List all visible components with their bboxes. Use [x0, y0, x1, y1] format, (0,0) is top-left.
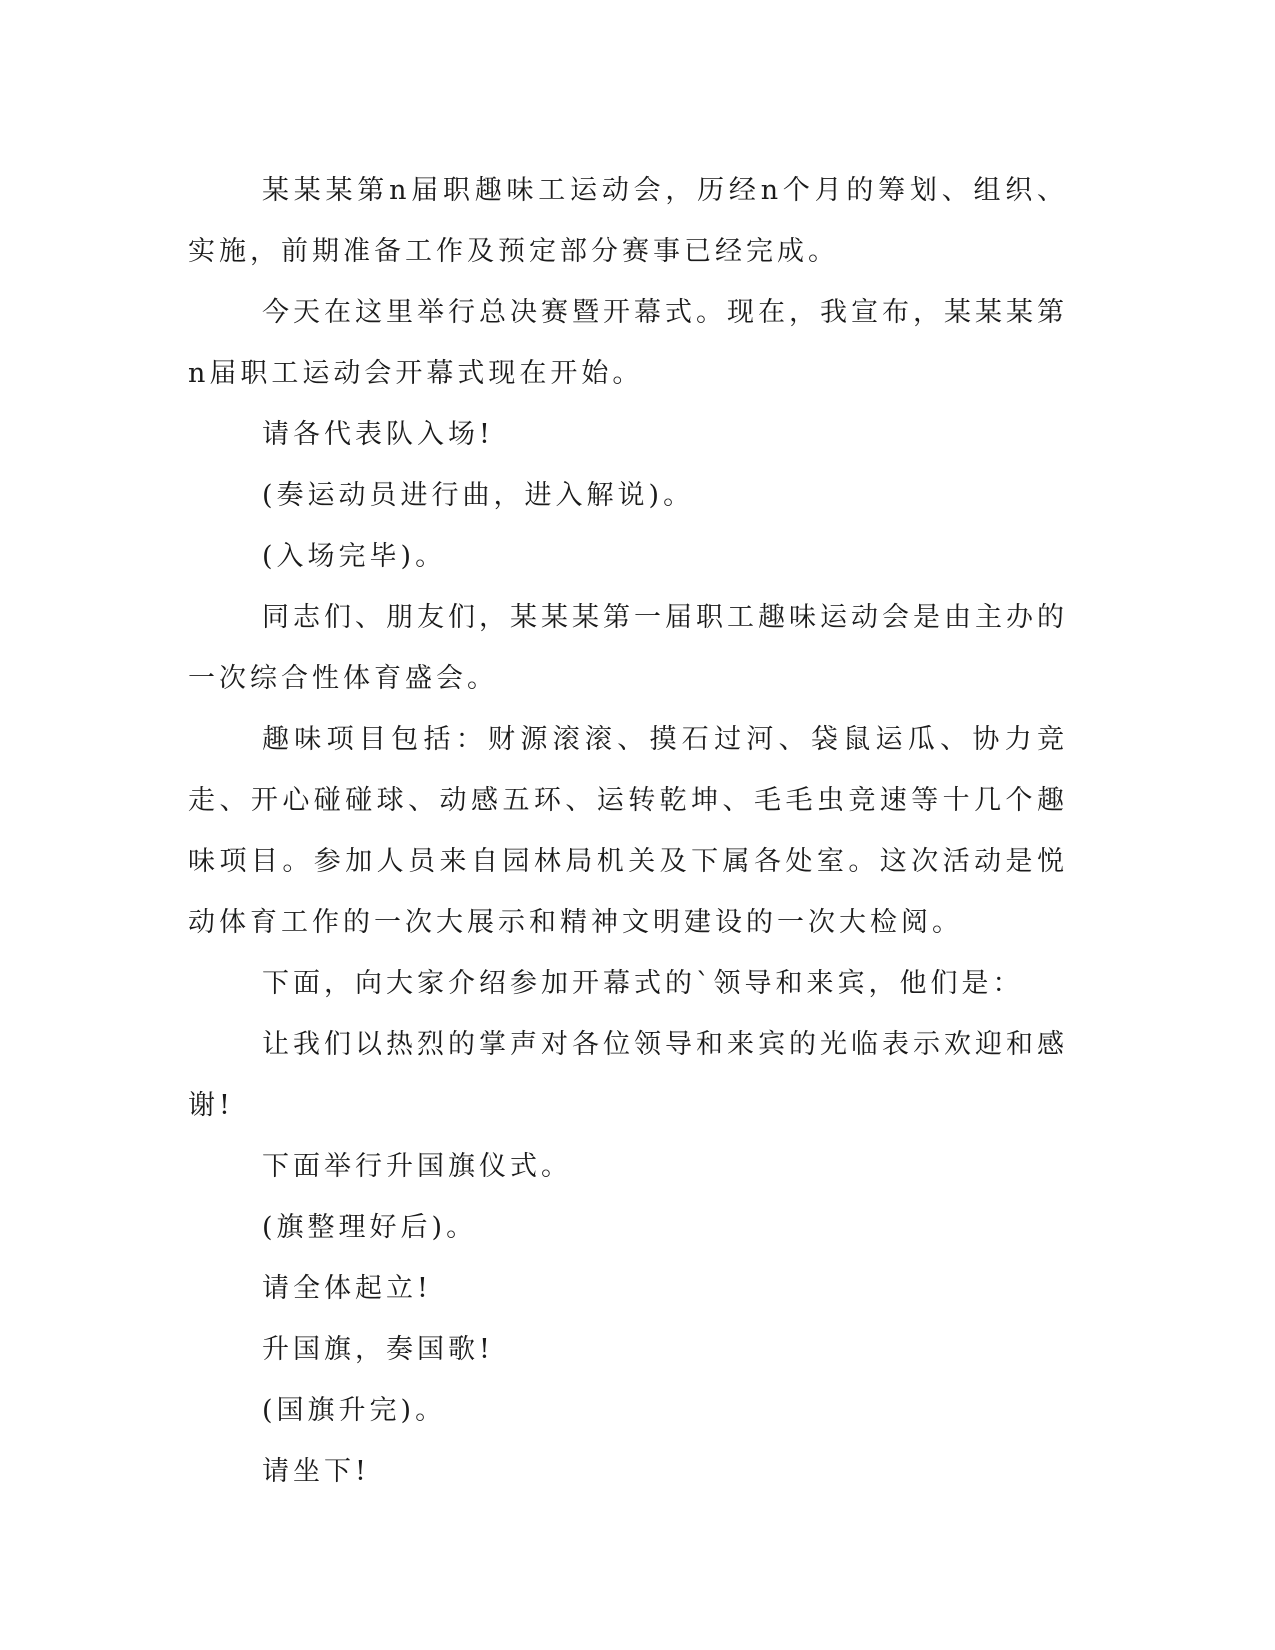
- paragraph-opening-announcement: 今天在这里举行总决赛暨开幕式。现在，我宣布，某某某第n届职工运动会开幕式现在开始。: [188, 297, 1068, 389]
- paragraph-sit-down: 请坐下!: [262, 1456, 370, 1487]
- paragraph-flag-ready: (旗整理好后)。: [262, 1212, 478, 1243]
- paragraph-teams-enter: 请各代表队入场!: [262, 419, 494, 450]
- document-body: [188, 160, 1068, 1502]
- paragraph-raise-flag: 升国旗，奏国歌!: [262, 1334, 494, 1365]
- paragraph-flag-raised: (国旗升完)。: [262, 1395, 447, 1426]
- paragraph-flag-ceremony: 下面举行升国旗仪式。: [262, 1151, 572, 1182]
- paragraph-march-music: (奏运动员进行曲，进入解说)。: [262, 480, 695, 511]
- paragraph-stand-up: 请全体起立!: [262, 1273, 432, 1304]
- paragraph-greeting: 同志们、朋友们，某某某第一届职工趣味运动会是由主办的一次综合性体育盛会。: [188, 602, 1068, 694]
- paragraph-guest-introduction: 下面，向大家介绍参加开幕式的`领导和来宾，他们是：: [262, 968, 1024, 999]
- paragraph-entry-complete: (入场完毕)。: [262, 541, 447, 572]
- paragraph-opening-intro: 某某某第n届职趣味工运动会，历经n个月的筹划、组织、实施，前期准备工作及预定部分赛事已经完成。: [188, 175, 1068, 267]
- paragraph-event-items: 趣味项目包括：财源滚滚、摸石过河、袋鼠运瓜、协力竞走、开心碰碰球、动感五环、运转乾坤、毛毛虫竞速等十几个趣味项目。参加人员来自园林局机关及下属各处室。这次活动是悦动体育工作的一次大展示和精神文明建设的一次大检阅。: [188, 724, 1068, 938]
- paragraph-applause: 让我们以热烈的掌声对各位领导和来宾的光临表示欢迎和感谢!: [188, 1029, 1068, 1121]
